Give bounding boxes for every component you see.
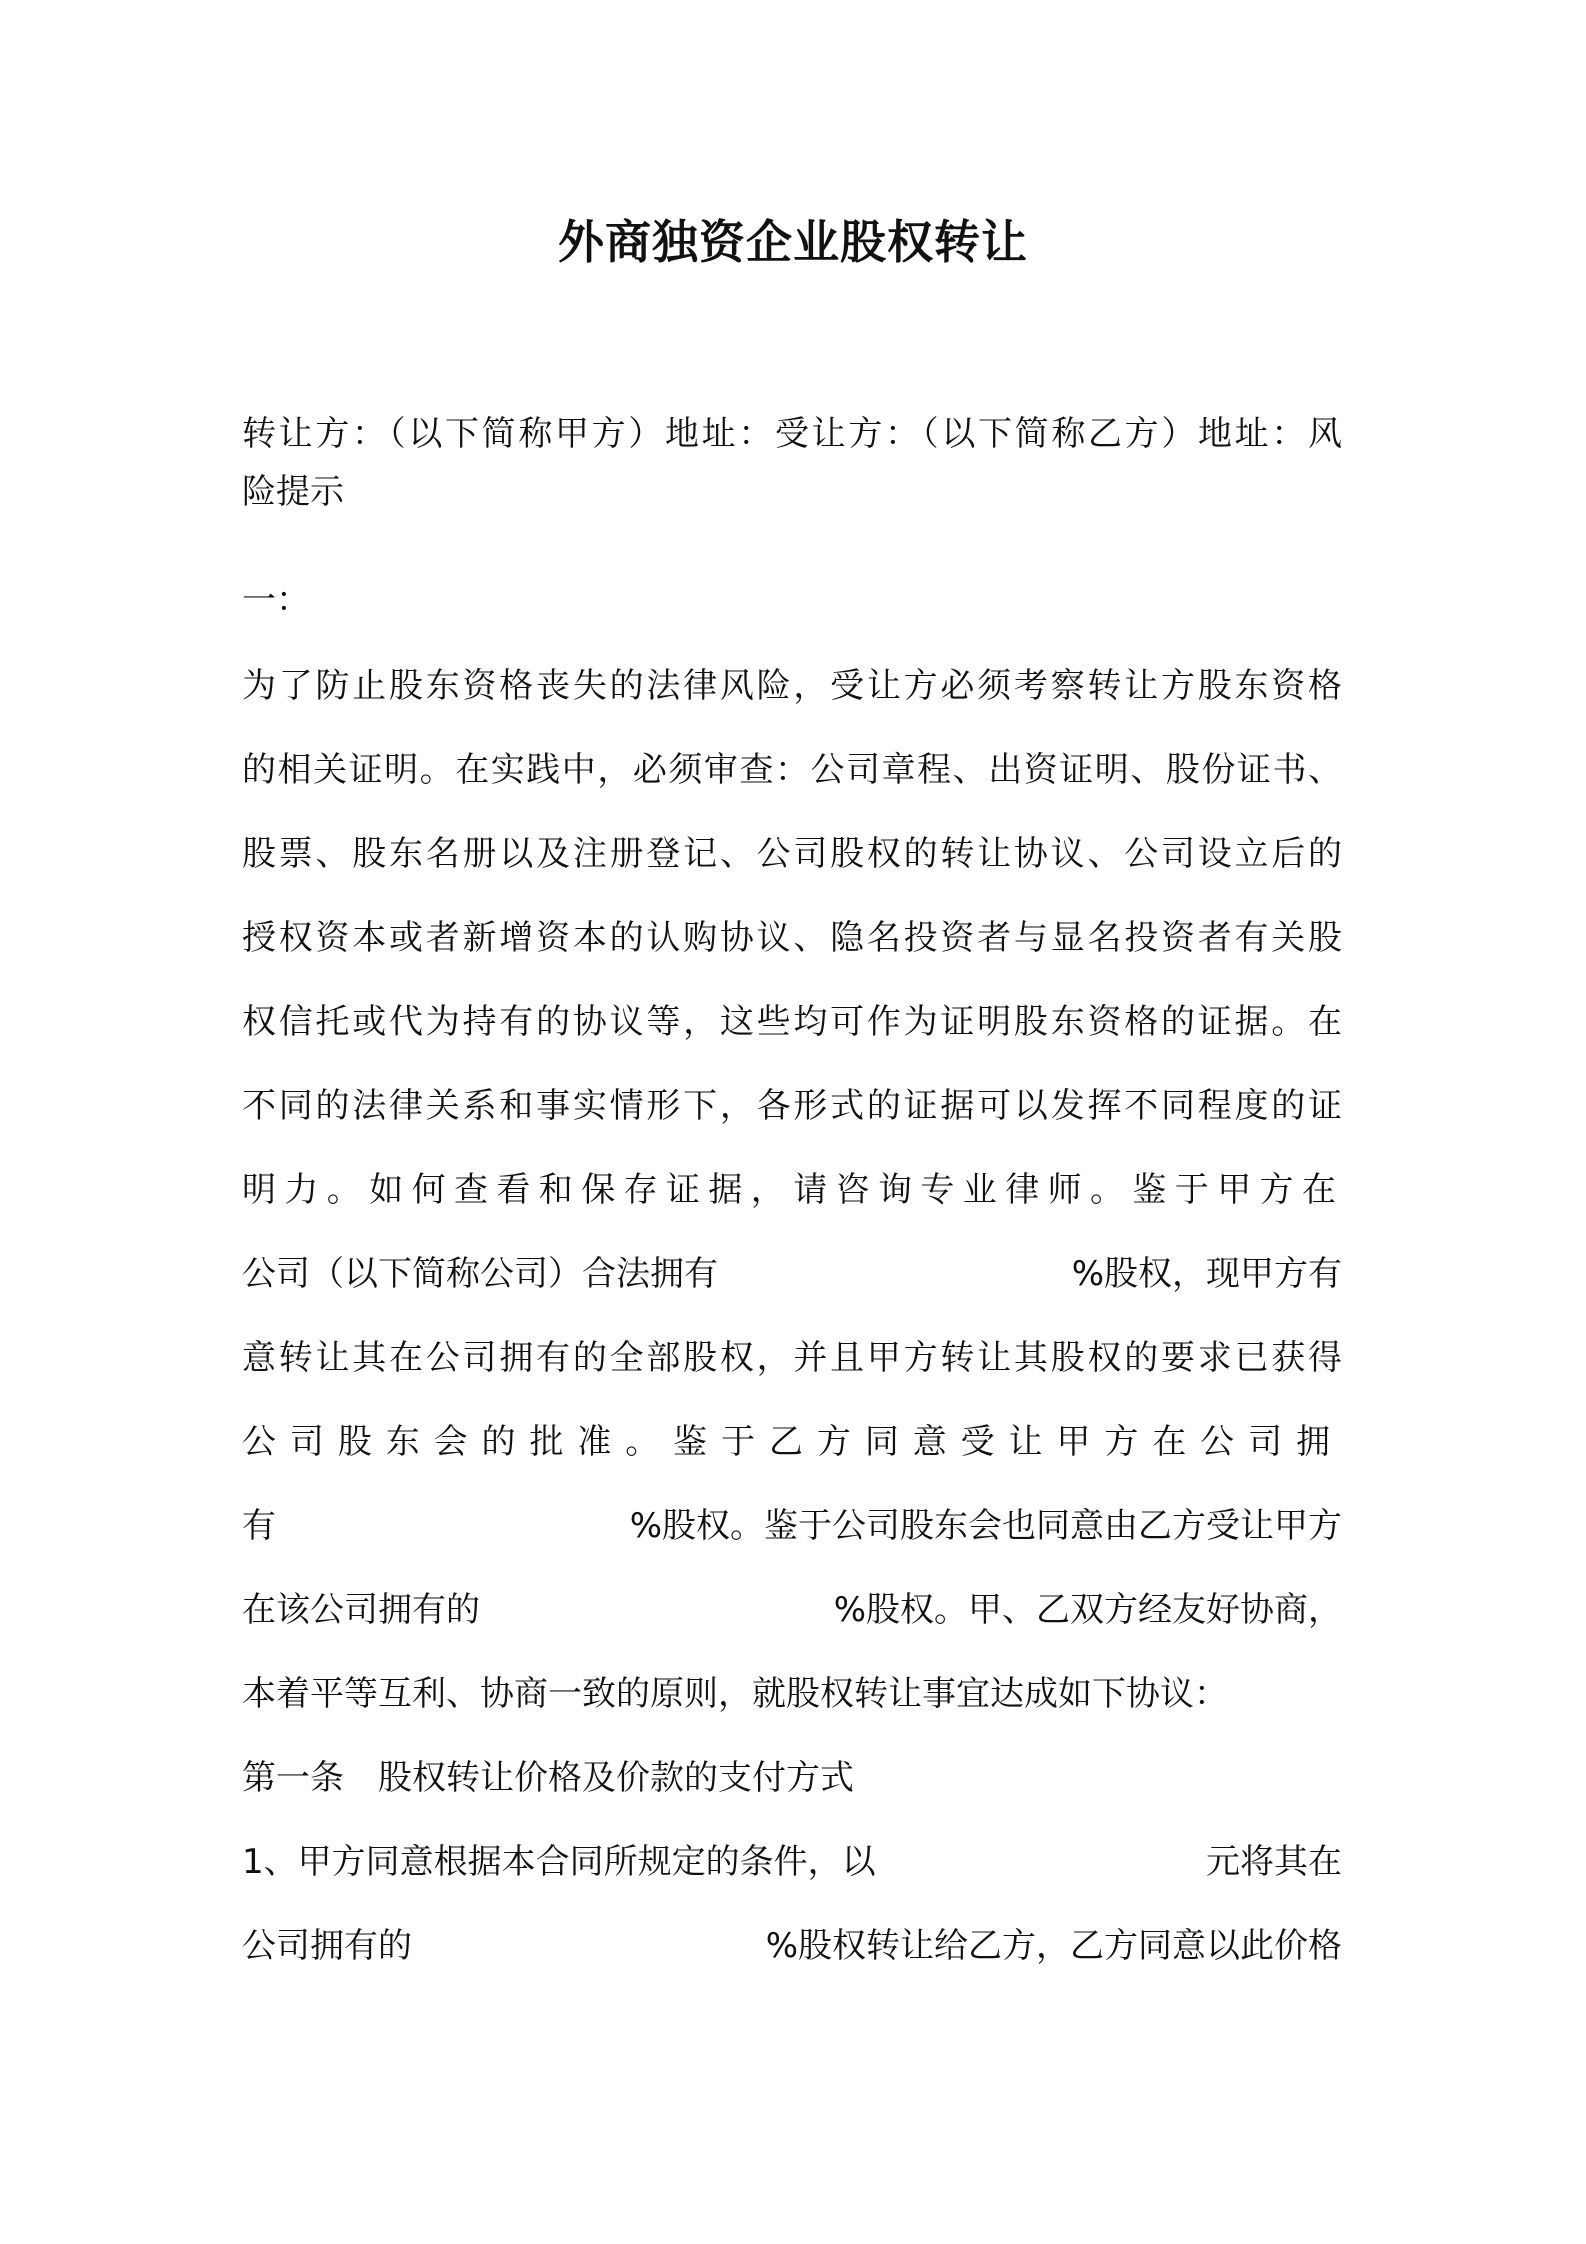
paragraph-line: 授权资本或者新增资本的认购协议、隐名投资者与显名投资者有关股 bbox=[242, 918, 1342, 958]
line-text-left: 在该公司拥有的 bbox=[242, 1590, 480, 1630]
line-text-right: 元将其在 bbox=[1206, 1842, 1342, 1882]
paragraph-line: 明力。如何查看和保存证据，请咨询专业律师。鉴于甲方在 bbox=[242, 1170, 1342, 1210]
line-text-left: 公司拥有的 bbox=[242, 1926, 412, 1966]
paragraph-line: 意转让其在公司拥有的全部股权，并且甲方转让其股权的要求已获得 bbox=[242, 1338, 1342, 1378]
paragraph-line: 的相关证明。在实践中，必须审查：公司章程、出资证明、股份证书、 bbox=[242, 750, 1342, 790]
paragraph-line: 本着平等互利、协商一致的原则，就股权转让事宜达成如下协议： bbox=[242, 1674, 1228, 1714]
paragraph-line: 公司股东会的批准。鉴于乙方同意受让甲方在公司拥 bbox=[242, 1422, 1342, 1462]
line-text-right: %股权转让给乙方，乙方同意以此价格 bbox=[765, 1926, 1342, 1966]
line-text-left: 有 bbox=[242, 1506, 276, 1546]
paragraph-line: 转让方：（以下简称甲方）地址：受让方：（以下简称乙方）地址：风 bbox=[242, 414, 1342, 454]
line-text-left: 公司（以下简称公司）合法拥有 bbox=[242, 1254, 718, 1294]
paragraph-line: 为了防止股东资格丧失的法律风险，受让方必须考察转让方股东资格 bbox=[242, 666, 1342, 706]
section-heading: 一： bbox=[242, 580, 310, 620]
paragraph-line: 不同的法律关系和事实情形下，各形式的证据可以发挥不同程度的证 bbox=[242, 1086, 1342, 1126]
paragraph-line: 险提示 bbox=[242, 472, 344, 512]
article-heading: 第一条 股权转让价格及价款的支付方式 bbox=[242, 1758, 854, 1798]
paragraph-line: 股票、股东名册以及注册登记、公司股权的转让协议、公司设立后的 bbox=[242, 834, 1342, 874]
line-text-right: %股权，现甲方有 bbox=[1071, 1254, 1342, 1294]
document-title: 外商独资企业股权转让 bbox=[558, 215, 1028, 269]
line-text-right: %股权。鉴于公司股东会也同意由乙方受让甲方 bbox=[629, 1506, 1342, 1546]
paragraph-line: 权信托或代为持有的协议等，这些均可作为证明股东资格的证据。在 bbox=[242, 1002, 1342, 1042]
line-text-right: %股权。甲、乙双方经友好协商， bbox=[833, 1590, 1342, 1630]
line-text-left: 1、甲方同意根据本合同所规定的条件，以 bbox=[242, 1842, 876, 1882]
